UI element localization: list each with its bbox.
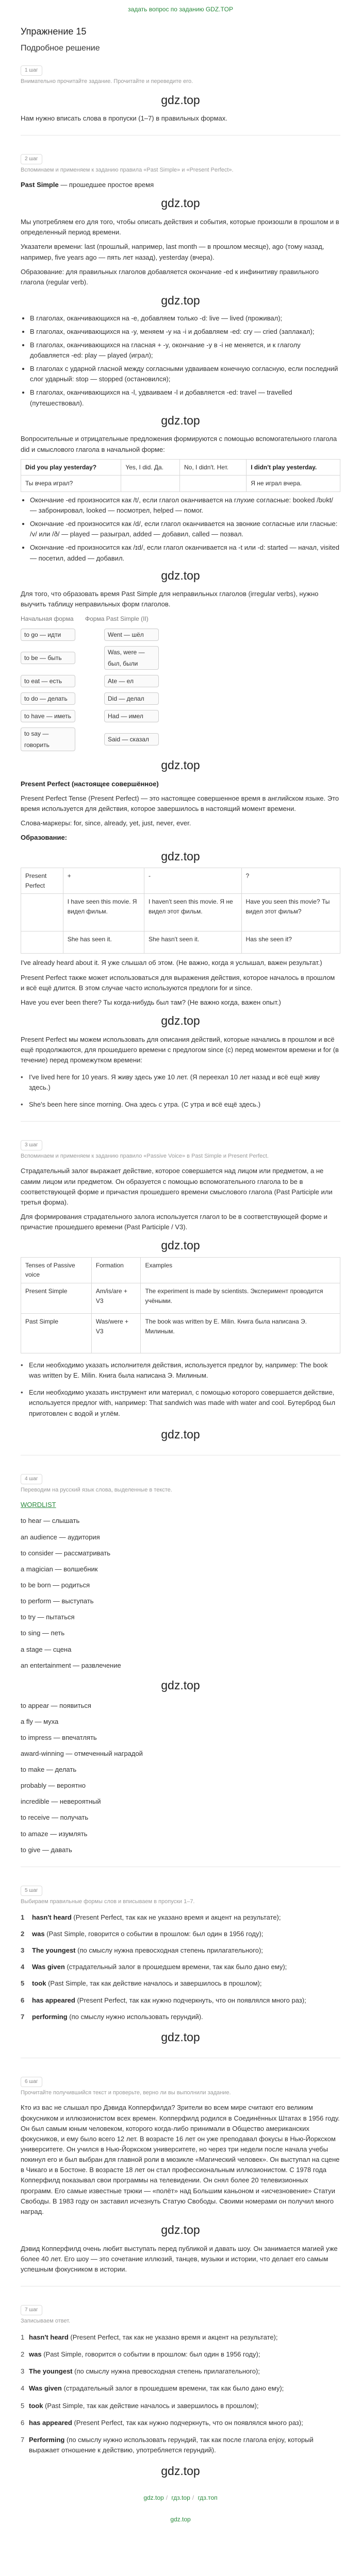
ps-questions-rule: Вопросительные и отрицательные предложения формируются с помощью вспомогательного глагола did и смыслового глагола в начальной форме: xyxy=(21,435,337,453)
table-cell xyxy=(247,459,340,476)
answer-explanation: (по смыслу нужна превосходная степень прилагательного); xyxy=(75,1946,263,1955)
step-3 xyxy=(21,1133,340,1444)
final-answer-item: 6 has appeared (Present Perfect, так как нужно подчеркнуть, что он появлялся много раз); xyxy=(21,2418,303,2427)
list-item: • I've lived here for 10 years. Я живу здесь уже 10 лет. (Я переехал 10 лет назад и всё ещё живу здесь.) xyxy=(21,1072,340,1093)
verb-base: to do — делать xyxy=(21,692,75,705)
watermark: gdz.top xyxy=(161,2464,200,2478)
answer-explanation: (Present Perfect, так как не указано время и акцент на результате); xyxy=(71,1913,281,1921)
final-answer-item: 5 took (Past Simple, так как действие началось и завершилось в прошлом); xyxy=(21,2401,259,2410)
word-item: incredible — невероятный xyxy=(21,1798,101,1806)
answer-word: hasn't heard xyxy=(32,1913,72,1921)
table-cell: I haven't seen this movie. Я не видел этот фильм. xyxy=(144,894,241,931)
ps-title-bold: Past Simple xyxy=(21,181,59,189)
table-row xyxy=(21,459,340,476)
answers-list xyxy=(21,1912,340,2022)
watermark: gdz.top xyxy=(161,413,200,427)
table-cell: Yes, I did. Да. xyxy=(121,459,180,476)
ps-bullet: • В глаголах, оканчивающихся на -l, удваиваем -l и добавляется -ed: travel — travelled (путешествовал). xyxy=(30,387,340,408)
watermark: gdz.top xyxy=(161,93,200,107)
watermark: gdz.top xyxy=(161,2223,200,2236)
step-2-meta: Вспоминаем и применяем к заданию правила «Past Simple» и «Present Perfect». xyxy=(21,167,234,174)
table-cell: + xyxy=(63,868,144,894)
step-1-task: Нам нужно вписать слова в пропуски (1–7) в правильных формах. xyxy=(21,114,227,123)
verb-base: to go — идти xyxy=(21,629,75,641)
answer-explanation: (Past Simple, говорится о событии в прошлом: был один в 1956 году); xyxy=(41,2350,260,2359)
list-item: • Если необходимо указать исполнителя действия, используется предлог by, например: The book was written by E. Milin. Книга была написана Э. Милиным. xyxy=(21,1360,340,1381)
word-item: probably — вероятно xyxy=(21,1782,86,1790)
answer-word: took xyxy=(32,1979,46,1988)
final-answer-item: 2 was (Past Simple, говорится о событии в прошлом: был один в 1956 году); xyxy=(21,2350,260,2359)
watermark: gdz.top xyxy=(161,2030,200,2044)
ps-title-rest: — прошедшее простое время xyxy=(58,181,154,189)
step-6-label: 6 шаг xyxy=(21,2077,42,2087)
answer-explanation: (страдательный залог в прошедшем времени, так как было дано ему); xyxy=(64,1963,287,1971)
table-row xyxy=(21,931,340,954)
word-item: to hear — слышать xyxy=(21,1517,80,1525)
verb-pair xyxy=(21,692,340,705)
cell-text: I didn't play yesterday. xyxy=(251,463,317,471)
step-5 xyxy=(21,1878,340,2047)
answer-word: took xyxy=(29,2401,43,2410)
answer-number: 7 xyxy=(21,2012,25,2021)
step-7 xyxy=(21,2298,340,2481)
word-item: to receive — получать xyxy=(21,1814,89,1822)
pp-since-note: Have you ever been there? Ты когда-нибудь был там? (Не важно когда, важен опыт.) xyxy=(21,998,281,1006)
table-cell: Have you seen this movie? Ты видел этот фильм? xyxy=(241,894,340,931)
word-item: award-winning — отмеченный наградой xyxy=(21,1749,143,1757)
answer-number: 3 xyxy=(21,1946,25,1955)
answer-word: has appeared xyxy=(29,2418,72,2427)
list-item-text: Если необходимо указать исполнителя действия, используется предлог by, например: The book was written by E. Milin. Книга была написана Э. Милиным. xyxy=(29,1361,328,1380)
pp-form-label-text: Образование: xyxy=(21,834,68,842)
verbs-header-past: Форма Past Simple (II) xyxy=(85,615,149,622)
table-cell xyxy=(180,476,247,492)
table-row xyxy=(21,476,340,492)
watermark: gdz.top xyxy=(161,849,200,863)
footer-link-gdz-top[interactable]: gdz.top xyxy=(143,2494,164,2501)
answer-item xyxy=(21,1945,340,1956)
table-cell: The experiment is made by scientists. Эксперимент проводится учёными. xyxy=(141,1283,340,1314)
pronunciation-item: • Окончание -ed произносится как /t/, если глагол оканчивается на глухие согласные: booked /bʊkt/ — забронировал, looked — посмотрел, helped — помог. xyxy=(30,495,340,516)
answer-explanation: (Present Perfect, так как нужно подчеркнуть, что он появлялся много раз); xyxy=(75,1996,306,2004)
table-cell: She hasn't seen it. xyxy=(144,931,241,954)
translation-paragraph: Кто из вас не слышал про Дэвида Копперфилда? Зрители во всем мире считают его великим фокусником и иллюзионистом всех времен. Копперфилд родился в Соединённых Штатах в 1956 году. Он был самым юным человеком, которого когда-либо принимали в Общество американских фокусников, и ему было всего 12 лет. В возрасте 16 лет он уже преподавал фокусы в Нью-Йоркском университете. Он учился в Нью-Йоркском университете, но через три недели после начала учебы покинул его и был выбран для главной роли в мюзикле «Магический человек». Он выступал на сцене в Чикаго и в Бостоне. В возрасте 18 лет он стал профессиональным иллюзионистом. С 1978 года Копперфилд показывал свои программы на телевидении. Он снял более 20 телевизионных программ. Его самые известные трюки — «полёт» над Большим каньоном и «исчезновение» Статуи Свободы. В 1983 году он заставил исчезнуть Статую Свободы. Своими номерами он получил много наград. xyxy=(21,2104,340,2215)
list-item-text: Если необходимо указать инструмент или материал, с помощью которого совершается действие, используется предлог with, например: That sandwich was made with water and cool. Бутерброд был приготовлен с водой и углём. xyxy=(29,1388,336,1417)
verb-past: Went — шёл xyxy=(104,629,159,641)
word-item: a magician — волшебник xyxy=(21,1565,98,1573)
answer-word: has appeared xyxy=(32,1996,75,2004)
verb-past: Had — имел xyxy=(104,710,159,722)
verb-pair xyxy=(21,646,340,670)
top-bar xyxy=(0,0,361,19)
table-cell: - xyxy=(144,868,241,894)
word-item: to be born — родиться xyxy=(21,1581,90,1589)
passive-table xyxy=(21,1257,340,1353)
step-7-label: 7 шаг xyxy=(21,2305,42,2315)
answer-item xyxy=(21,1929,340,1939)
answer-number: 5 xyxy=(21,1979,25,1988)
verbs-list xyxy=(21,629,340,751)
ps-examples-table xyxy=(21,459,340,492)
answer-word: The youngest xyxy=(29,2367,73,2376)
verb-pair xyxy=(21,727,340,751)
final-answers xyxy=(21,2332,340,2455)
word-item: an entertainment — развлечение xyxy=(21,1661,121,1669)
table-cell: Has she seen it? xyxy=(241,931,340,954)
content xyxy=(0,25,361,2524)
answer-item xyxy=(21,2012,340,2022)
table-row xyxy=(21,1283,340,1314)
table-cell xyxy=(21,459,121,476)
word-item: an audience — аудитория xyxy=(21,1533,100,1541)
footer-link-gdz-top-cyr2[interactable]: гдз.топ xyxy=(198,2494,218,2501)
step-1-label: 1 шаг xyxy=(21,65,42,76)
answer-word: hasn't heard xyxy=(29,2333,69,2341)
pronunciation-list xyxy=(21,495,340,564)
answer-explanation: (по смыслу нужно использовать герундий). xyxy=(67,2012,203,2021)
answer-explanation: (Past Simple, говорится о событии в прошлом: был один в 1956 году); xyxy=(44,1929,264,1938)
ps-markers: Указатели времени: last (прошлый, например, last month — в прошлом месяце), ago (тому назад, например, five years ago — пять лет назад), yesterday (вчера). xyxy=(21,243,324,261)
ask-question-link[interactable]: задать вопрос по заданию GDZ.TOP xyxy=(128,6,233,13)
verbs-header-base: Начальная форма xyxy=(21,615,74,622)
step-6-meta: Прочитайте получившийся текст и проверьте, верно ли вы выполнили задание. xyxy=(21,2090,231,2096)
word-item: to make — делать xyxy=(21,1766,77,1774)
pp-table xyxy=(21,868,340,954)
answer-number: 2 xyxy=(21,1929,25,1938)
cell-text: Did you play yesterday? xyxy=(25,463,97,471)
watermark: gdz.top xyxy=(161,568,200,582)
table-cell: Tenses of Passive voice xyxy=(21,1257,92,1283)
watermark: gdz.top xyxy=(161,1427,200,1441)
answer-word: Was given xyxy=(29,2384,62,2393)
verb-past: Ate — ел xyxy=(104,675,159,687)
step-5-meta: Выбираем правильные формы слов и вписываем в пропуски 1–7. xyxy=(21,1898,195,1905)
pp-heading-text: Present Perfect (настоящее совершённое) xyxy=(21,779,159,788)
answer-explanation: (по смыслу нужно использовать герундий, так как после глагола enjoy, который выражает отношение к действию, употребляется герундий). xyxy=(29,2435,314,2454)
word-item: to perform — выступать xyxy=(21,1597,94,1605)
answer-explanation: (по смыслу нужна превосходная степень прилагательного); xyxy=(72,2367,260,2376)
list-item-text: She's been here since morning. Она здесь с утра. (С утра и всё ещё здесь.) xyxy=(29,1100,261,1109)
list-item: • She's been here since morning. Она здесь с утра. (С утра и всё ещё здесь.) xyxy=(21,1099,340,1110)
footer-bottom xyxy=(21,2515,340,2524)
answer-explanation: (страдательный залог в прошедшем времени, так как было дано ему); xyxy=(61,2384,284,2393)
answer-explanation: (Present Perfect, так как не указано время и акцент на результате); xyxy=(68,2333,278,2341)
table-cell: The book was written by E. Milin. Книга была написана Э. Милиным. xyxy=(141,1314,340,1353)
page-subtitle: Подробное решение xyxy=(21,43,100,53)
watermark: gdz.top xyxy=(161,293,200,307)
verb-pair xyxy=(21,710,340,722)
pp-note-1: I've already heard about it. Я уже слышал об этом. (Не важно, когда я услышал, важен результат.) xyxy=(21,959,322,967)
ps-bullets xyxy=(21,313,340,409)
step-4-label: 4 шаг xyxy=(21,1474,42,1484)
table-row xyxy=(21,868,340,894)
table-cell xyxy=(21,894,63,931)
ps-form-rule: Образование: для правильных глаголов добавляется окончание -ed к инфинитиву правильного глагола (regular verb). xyxy=(21,267,319,286)
table-cell xyxy=(21,931,63,954)
ps-bullet: • В глаголах, оканчивающихся на -e, добавляем только -d: live — lived (проживал); xyxy=(30,313,340,324)
answer-explanation: (Past Simple, так как действие началось и завершилось в прошлом); xyxy=(46,1979,262,1988)
list-item: • Если необходимо указать инструмент или материал, с помощью которого совершается действие, используется предлог with, например: That sandwich was made with water and cool. Бутерброд был приготовлен с водой и углём. xyxy=(21,1387,340,1418)
answer-word: Performing xyxy=(29,2435,65,2444)
word-item: to amaze — изумлять xyxy=(21,1829,88,1838)
pp-form-label xyxy=(21,833,340,843)
answer-item xyxy=(21,1962,340,1972)
verb-base: to have — иметь xyxy=(21,710,75,722)
step-7-meta: Записываем ответ. xyxy=(21,2318,71,2325)
step-5-label: 5 шаг xyxy=(21,1886,42,1896)
irregular-rule: Для того, что образовать время Past Simple для неправильных глаголов (irregular verbs), нужно выучить таблицу неправильных форм глаголов. xyxy=(21,590,319,608)
answer-explanation: (Present Perfect, так как нужно подчеркнуть, что он появлялся много раз); xyxy=(72,2418,303,2427)
table-row xyxy=(21,1257,340,1283)
footer-links: gdz.top / гдз.top / гдз.топ xyxy=(143,2494,218,2501)
watermark: gdz.top xyxy=(161,196,200,210)
watermark: gdz.top xyxy=(161,1239,200,1252)
footer-bottom-link[interactable]: gdz.top xyxy=(170,2516,191,2523)
ps-bullet: • В глаголах, оканчивающихся на -y, меняем -y на -i и добавляем -ed: cry — cried (заплакал); xyxy=(30,327,340,337)
table-cell: I have seen this movie. Я видел фильм. xyxy=(63,894,144,931)
verb-base: to be — быть xyxy=(21,652,75,664)
pp-heading xyxy=(21,779,340,789)
wordlist-title-text: WORDLIST xyxy=(21,1501,56,1509)
wordlist-title xyxy=(21,1500,340,1510)
passive-notes xyxy=(21,1360,340,1419)
table-cell: Я не играл вчера. xyxy=(247,476,340,492)
verb-base: to say — говорить xyxy=(21,727,75,751)
table-cell: Past Simple xyxy=(21,1314,92,1353)
table-cell: Present Perfect xyxy=(21,868,63,894)
word-item: to try — пытаться xyxy=(21,1613,75,1621)
answer-item xyxy=(21,1995,340,2006)
answer-word: performing xyxy=(32,2012,68,2021)
verb-base: to eat — есть xyxy=(21,675,75,687)
ps-title xyxy=(21,180,340,190)
verbs-header xyxy=(21,614,150,624)
step-2-label: 2 шаг xyxy=(21,154,42,164)
answer-word: Was given xyxy=(32,1963,65,1971)
table-cell: Present Simple xyxy=(21,1283,92,1314)
answer-number: 4 xyxy=(21,1963,25,1971)
word-item: a fly — муха xyxy=(21,1717,59,1725)
pp-usage: Present Perfect Tense (Present Perfect) — это настоящее совершенное время в английском языке. Это время используется для действия, которое завершилось в настоящий момент времени. xyxy=(21,794,339,813)
passive-intro: Страдательный залог выражает действие, которое совершается над лицом или предметом, а не самим лицом или предметом. Он образуется с помощью вспомогательного глагола to be в соответствующей форме и причастия прошедшего времени смыслового глагола (Past Participle или третья форма). xyxy=(21,1167,333,1206)
pronunciation-item: • Окончание -ed произносится как /ɪd/, если глагол оканчивается на -t или -d: started — начал, visited — посетил, added — добавил. xyxy=(30,543,340,563)
final-answer-item: 7 Performing (по смыслу нужно использовать герундий, так как после глагола enjoy, который выражает отношение к действию, употребляется герундий). xyxy=(21,2435,314,2454)
ps-bullet: • В глаголах, оканчивающихся на гласная + -y, окончание -y в -i не меняется, и к глаголу добавляется -ed: play — played (играл); xyxy=(30,340,340,361)
final-answer-item: 1 hasn't heard (Present Perfect, так как не указано время и акцент на результате); xyxy=(21,2333,278,2341)
answer-word: was xyxy=(29,2350,42,2359)
answer-explanation: (Past Simple, так как действие началось и завершилось в прошлом); xyxy=(43,2401,259,2410)
table-row xyxy=(21,1314,340,1353)
table-row xyxy=(21,894,340,931)
word-item: to appear — появиться xyxy=(21,1701,91,1709)
step-3-label: 3 шаг xyxy=(21,1140,42,1150)
verb-past: Was, were — был, были xyxy=(104,646,159,670)
page-title: Упражнение 15 xyxy=(21,26,87,37)
table-cell: Am/is/are + V3 xyxy=(91,1283,141,1314)
step-6 xyxy=(21,2070,340,2275)
table-cell: Formation xyxy=(91,1257,141,1283)
word-item: to give — давать xyxy=(21,1845,72,1854)
answer-item xyxy=(21,1912,340,1923)
table-cell: She has seen it. xyxy=(63,931,144,954)
divider xyxy=(21,1121,340,1122)
verb-past: Said — сказал xyxy=(104,733,159,745)
answer-word: was xyxy=(32,1929,45,1938)
verb-pair xyxy=(21,629,340,641)
ps-usage: Мы употребляем его для того, чтобы описать действия и события, которые произошли в прошлом и в определенный период времени. xyxy=(21,218,339,236)
pp-examples xyxy=(21,1072,340,1110)
wordlist xyxy=(21,1516,340,1670)
step-3-meta: Вспоминаем и применяем к заданию правило «Passive Voice» в Past Simple и Present Perfect. xyxy=(21,1153,269,1160)
answer-number: 1 xyxy=(21,1913,25,1921)
word-item: to impress — впечатлять xyxy=(21,1733,97,1741)
pp-markers: Слова-маркеры: for, since, already, yet, just, never, ever. xyxy=(21,819,191,827)
answer-number: 6 xyxy=(21,1996,25,2004)
step-2 xyxy=(21,147,340,1110)
table-cell: Examples xyxy=(141,1257,340,1283)
footer-link-gdz-top-cyr[interactable]: гдз.top xyxy=(171,2494,190,2501)
table-cell: ? xyxy=(241,868,340,894)
wordlist-continued xyxy=(21,1701,340,1855)
word-item: to consider — рассматривать xyxy=(21,1549,111,1557)
ps-bullet: • В глаголах с ударной гласной между согласными удваиваем конечную согласную, если последний слог ударный: stop — stopped (остановился); xyxy=(30,364,340,384)
watermark: gdz.top xyxy=(161,1678,200,1692)
answer-word: The youngest xyxy=(32,1946,76,1955)
word-item: a stage — сцена xyxy=(21,1645,72,1653)
answer-item xyxy=(21,1978,340,1989)
final-answer-item: 3 The youngest (по смыслу нужна превосходная степень прилагательного); xyxy=(21,2367,260,2376)
watermark: gdz.top xyxy=(161,758,200,772)
pp-note-2: Present Perfect также может использоваться для выражения действия, которое началось в прошлом и всё ещё длится. В этом случае часто используются предлоги for и since. xyxy=(21,973,335,992)
pronunciation-item: • Окончание -ed произносится как /d/, если глагол оканчивается на звонкие согласные или гласные: /v/ или /ð/ — played — разыграл, added — добавил, called — позвал. xyxy=(30,519,340,539)
pp-vs-ps: Present Perfect мы можем использовать для описания действий, которые начались в прошлом и всё ещё продолжаются, для прошедшего времени с предлогом since (с) перед моментом времени и for (в течение) перед промежутком времени: xyxy=(21,1035,339,1064)
verb-past: Did — делал xyxy=(104,692,159,705)
final-answer-item: 4 Was given (страдательный залог в прошедшем времени, так как было дано ему); xyxy=(21,2384,284,2393)
step-4 xyxy=(21,1467,340,1855)
list-item-text: I've lived here for 10 years. Я живу здесь уже 10 лет. (Я переехал 10 лет назад и всё ещё живу здесь.) xyxy=(29,1073,320,1092)
word-item: to sing — петь xyxy=(21,1629,65,1637)
step-1-meta: Внимательно прочитайте задание. Прочитайте и переведите его. xyxy=(21,78,193,84)
table-cell: Ты вчера играл? xyxy=(21,476,121,492)
table-cell xyxy=(121,476,180,492)
translation-paragraph: Дэвид Копперфилд очень любит выступать перед публикой и давать шоу. Он занимается магией уже более 40 лет. Его шоу — это сочетание иллюзий, танцев, музыки и истории, что делает его самым успешным фокусником в истории. xyxy=(21,2244,338,2273)
table-cell: No, I didn't. Нет. xyxy=(180,459,247,476)
passive-formation: Для формирования страдательного залога используется глагол to be в соответствующей форме и причастие прошедшего времени (Past Participle / V3). xyxy=(21,1212,327,1231)
watermark: gdz.top xyxy=(161,1013,200,1027)
step-4-meta: Переводим на русский язык слова, выделенные в тексте. xyxy=(21,1487,172,1494)
step-1 xyxy=(21,58,340,124)
verb-pair xyxy=(21,675,340,687)
table-cell: Was/were + V3 xyxy=(91,1314,141,1353)
